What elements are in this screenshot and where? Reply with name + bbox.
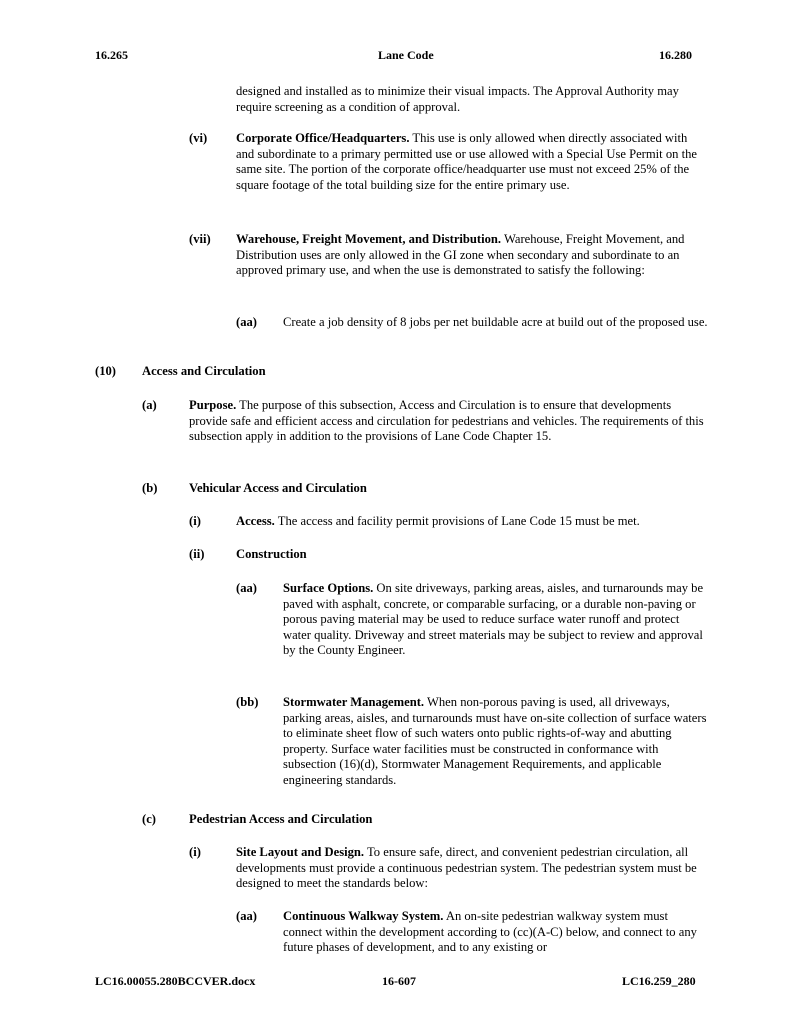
continuation-paragraph: designed and installed as to minimize their visual impacts. The Approval Authority may require screening as a condition of approval. <box>236 84 679 114</box>
section-10a-number: (a) <box>142 398 157 412</box>
section-10-number: (10) <box>95 364 116 378</box>
item-vi-body <box>236 131 708 193</box>
section-10c-i-aa-body <box>283 909 709 956</box>
item-vii-aa-text: Create a job density of 8 jobs per net buildable acre at build out of the proposed use. <box>283 315 708 329</box>
section-10c-i-number: (i) <box>189 845 201 859</box>
item-vi-number: (vi) <box>189 131 208 145</box>
section-10a-title: Purpose. <box>189 398 237 412</box>
section-10-title: Access and Circulation <box>142 364 266 378</box>
footer-page-number: 16-607 <box>382 974 416 988</box>
header-section-start: 16.265 <box>95 48 128 62</box>
section-10b-i-number: (i) <box>189 514 201 528</box>
footer-filename: LC16.00055.280BCCVER.docx <box>95 974 256 988</box>
section-10b-number: (b) <box>142 481 158 495</box>
section-10c-i-title: Site Layout and Design. <box>236 845 365 859</box>
section-10b-ii-title: Construction <box>236 547 307 561</box>
item-vii-number: (vii) <box>189 232 211 246</box>
section-10c-title: Pedestrian Access and Circulation <box>189 812 373 826</box>
section-10b-title: Vehicular Access and Circulation <box>189 481 367 495</box>
section-10b-ii-aa-title: Surface Options. <box>283 581 374 595</box>
section-10b-ii-aa-body <box>283 581 709 659</box>
item-vii-text: Warehouse, Freight Movement, and Distribution uses are only allowed in the GI zone when secondary and subordinate to an approved primary use, and when the use is demonstrated to satisfy the following: <box>236 232 685 277</box>
section-10c-number: (c) <box>142 812 156 826</box>
item-vii-body <box>236 232 708 279</box>
section-10a-body <box>189 398 709 445</box>
section-10b-ii-number: (ii) <box>189 547 205 561</box>
section-10b-ii-aa-number: (aa) <box>236 581 257 595</box>
section-10b-ii-aa-text: On site driveways, parking areas, aisles, and turnarounds may be paved with asphalt, concrete, or comparable surfacing, or a durable non-paving or porous paving material may be used to reduce surface water runoff and protect water quality. Driveway and street materials may be subject to review and approval by the County Engineer. <box>283 581 704 657</box>
item-vi-text: This use is only allowed when directly associated with and subordinate to a primary permitted use or use allowed with a Special Use Permit on the same site. The portion of the corporate office/headquarter use must not exceed 25% of the square footage of the total building size for the entire primary use. <box>236 131 697 192</box>
section-10b-i-body <box>236 514 708 530</box>
section-10c-i-aa-number: (aa) <box>236 909 257 923</box>
section-10b-i-text: The access and facility permit provisions of Lane Code 15 must be met. <box>274 514 640 528</box>
section-10b-ii-bb-body <box>283 695 709 788</box>
section-10b-ii-bb-title: Stormwater Management. <box>283 695 425 709</box>
section-10c-i-aa-title: Continuous Walkway System. <box>283 909 444 923</box>
section-10b-i-title: Access. <box>236 514 275 528</box>
footer-range: LC16.259_280 <box>622 974 696 988</box>
header-title: Lane Code <box>378 48 434 62</box>
item-vii-title: Warehouse, Freight Movement, and Distribution. <box>236 232 502 246</box>
section-10c-i-aa-text: An on-site pedestrian walkway system must connect within the development according to (cc)(A-C) below, and connect to any future phases of development, and to any existing or <box>283 909 697 954</box>
item-vi-title: Corporate Office/Headquarters. <box>236 131 410 145</box>
section-10c-i-body <box>236 845 708 892</box>
section-10c-i-text: To ensure safe, direct, and convenient pedestrian circulation, all developments must provide a continuous pedestrian system. The pedestrian system must be designed to meet the standards below: <box>236 845 697 890</box>
section-10b-ii-bb-number: (bb) <box>236 695 259 709</box>
section-10a-text: The purpose of this subsection, Access and Circulation is to ensure that developments provide safe and efficient access and circulation for pedestrians and vehicles. The requirements of this subsection apply in addition to the provisions of Lane Code Chapter 15. <box>189 398 704 443</box>
section-10b-ii-bb-text: When non-porous paving is used, all driveways, parking areas, aisles, and turnarounds must have on-site collection of surface waters to eliminate sheet flow of such waters onto public rights-of-way and abutting property. Surface water facilities must be constructed in conformance with subsection (16)(d), Stormwater Management Requirements, and applicable engineering standards. <box>283 695 707 787</box>
item-vii-aa-number: (aa) <box>236 315 257 329</box>
header-section-end: 16.280 <box>659 48 692 62</box>
